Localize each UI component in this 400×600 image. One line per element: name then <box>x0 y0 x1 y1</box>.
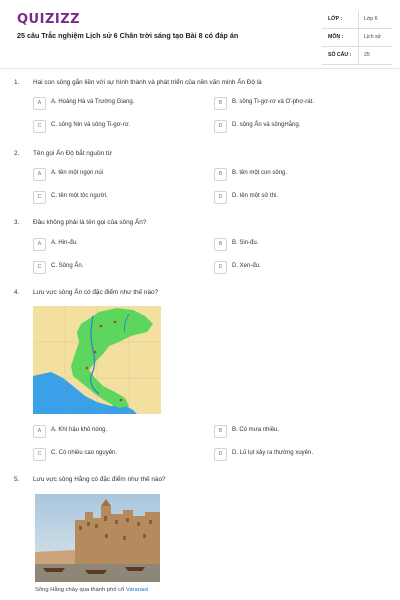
photo-ghats <box>35 550 75 566</box>
option-text: B. Có mưa nhiều. <box>232 427 280 433</box>
option-letter-box: A <box>33 97 46 110</box>
option-text: A. Hin-đu. <box>51 240 78 246</box>
caption-text: Sông Hằng chảy qua thành phố cổ <box>35 587 126 593</box>
question-number: 2. <box>14 150 20 157</box>
question-number: 3. <box>14 219 20 226</box>
option-letter-box: C <box>33 448 46 461</box>
meta-key: LỚP : <box>328 16 343 22</box>
option-text: D. tên một sử thi. <box>232 193 279 199</box>
meta-value: Lớp 6 <box>364 16 378 22</box>
question-number: 4. <box>14 289 20 296</box>
option-text: A. tên một ngọn núi <box>51 170 104 176</box>
question-text: Lưu vực sông Hằng có đặc điểm như thế nào? <box>33 476 166 483</box>
map-site-marker <box>100 325 103 328</box>
caption-link[interactable]: Varanasi <box>125 587 149 593</box>
option-text: C. sông Nin và sông Ti-gơ-rơ. <box>51 122 131 128</box>
worksheet-title: 25 câu Trắc nghiệm Lịch sử 6 Chân trời sáng tạo Bài 8 có đáp án <box>17 31 239 40</box>
photo-boat <box>85 570 107 574</box>
meta-row-count <box>322 47 392 65</box>
option-letter-box: A <box>33 238 46 251</box>
question-text: Đâu không phải là tên gọi của sông Ấn? <box>33 219 147 226</box>
option-text: B. Sin-đu. <box>232 240 259 246</box>
meta-value: Lịch sử <box>364 34 382 40</box>
worksheet-header <box>0 0 400 68</box>
option-letter-box: B <box>214 168 227 181</box>
map-site-marker <box>120 399 123 402</box>
photo-boat <box>43 568 65 572</box>
option-text: B. tên một con sông. <box>232 170 288 176</box>
photo-boat <box>125 567 145 571</box>
option-letter-box: A <box>33 425 46 438</box>
meta-divider <box>358 47 359 64</box>
option-text: D. Xen-đu. <box>232 263 261 269</box>
option-letter-box: A <box>33 168 46 181</box>
option-text: A. Hoàng Hà và Trường Giang. <box>51 99 135 105</box>
option-text: B. sông Ti-gơ-rơ và Ơ-phơ-rát. <box>232 99 314 105</box>
option-letter-box: B <box>214 238 227 251</box>
question-text: Hai con sông gắn liền với sự hình thành và phát triển của nền văn minh Ấn Độ là <box>33 79 262 86</box>
question-number: 1. <box>14 79 20 86</box>
meta-value: 25 <box>364 52 370 58</box>
option-text: C. tên một tộc người. <box>51 193 108 199</box>
quizizz-logo[interactable]: QUIZIZZ <box>17 12 81 27</box>
option-text: C. Có nhiều cao nguyên. <box>51 450 118 456</box>
question-number: 5. <box>14 476 20 483</box>
meta-key: SỐ CÂU : <box>328 52 352 58</box>
map-site-marker <box>94 351 97 354</box>
question-text: Lưu vực sông Ấn có đặc điểm như thế nào? <box>33 289 159 296</box>
meta-row-subject <box>322 29 392 47</box>
meta-row-grade <box>322 11 392 29</box>
option-letter-box: D <box>214 120 227 133</box>
option-text: A. Khí hậu khô nóng. <box>51 427 108 433</box>
option-letter-box: B <box>214 425 227 438</box>
option-letter-box: B <box>214 97 227 110</box>
map-site-marker <box>86 367 89 370</box>
option-letter-box: D <box>214 448 227 461</box>
map-site-marker <box>114 321 117 324</box>
photo-buildings <box>75 506 160 564</box>
header-divider <box>0 68 400 69</box>
meta-table <box>322 11 392 65</box>
varanasi-photo <box>35 494 160 582</box>
option-letter-box: D <box>214 261 227 274</box>
figure-caption <box>35 587 148 593</box>
option-text: C. Sông Ấn. <box>51 263 84 269</box>
option-text: D. Lũ lụt xảy ra thường xuyên. <box>232 450 313 456</box>
meta-key: MÔN : <box>328 34 344 40</box>
option-letter-box: C <box>33 120 46 133</box>
option-text: D. sông Ấn và sôngHằng. <box>232 122 301 128</box>
option-letter-box: C <box>33 261 46 274</box>
meta-divider <box>358 11 359 28</box>
option-letter-box: D <box>214 191 227 204</box>
question-text: Tên gọi Ấn Độ bắt nguồn từ <box>33 150 112 157</box>
option-letter-box: C <box>33 191 46 204</box>
indus-valley-map <box>33 306 161 414</box>
meta-divider <box>358 29 359 46</box>
